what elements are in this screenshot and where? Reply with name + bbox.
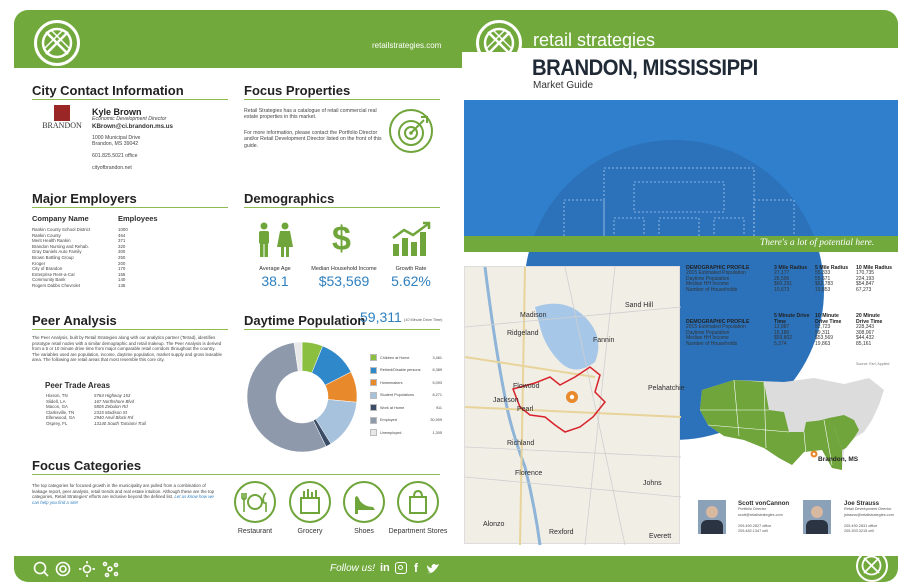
employers-table: [32, 227, 212, 289]
daytime-value: 59,311: [360, 309, 402, 325]
us-map-label: Brandon, MS: [818, 456, 859, 463]
contact-title: Economic Development Director: [92, 116, 167, 122]
target-icon: [388, 108, 434, 154]
daytime-legend: [370, 354, 442, 442]
legend-swatch: [370, 429, 377, 436]
daytime-note: (10 Minute Drive Time): [404, 318, 443, 322]
legend-swatch: [370, 392, 377, 399]
trade-areas-heading: Peer Trade Areas: [45, 381, 111, 390]
contact-web[interactable]: cityofbrandon.net: [92, 165, 132, 171]
list-item: Hixson, TN 5764 Highway 153: [46, 393, 131, 398]
legend-value: 5,093: [432, 380, 442, 385]
linkedin-icon[interactable]: in: [380, 562, 390, 574]
table-row: Daytime Population 26,596 55,671 224,193: [686, 275, 875, 282]
focus-categories-text: The top categories for focused growth in the municipality are pulled from a combination of leakage report, peer analysis, retail trends and real estate intuition. Although these are the top categories, Retail Strategies' efforts are inclusive beyond the defined list. Let us know how we can help you find a site!: [32, 483, 215, 505]
logo-right-icon: [476, 20, 522, 66]
footer-logo-icon: [856, 550, 888, 582]
market-guide-subtitle: Market Guide: [533, 80, 594, 91]
table-row: Rankin County School District 1000: [32, 227, 128, 232]
table-row: Rogers Dabbs Chevrolet 135: [32, 282, 126, 288]
table-row: Gray Daniels Auto Family 300: [32, 249, 126, 255]
table-row: 2015 Estimated Population 12,887 52,723 228,343: [686, 324, 875, 330]
legend-item: [370, 392, 442, 405]
twitter-icon[interactable]: [426, 562, 440, 574]
peer-text: The Peer Analysis, built by Retail Strategies along with our analytics partner (Tetrad), identifies prototype retail nodes with a similar demographic and retail makeup. The Peer Analysis is derived from a 5 or 10 minute drive time from major comparable retail corridors throughout the country. The variables used are population, income, daytime population, market supply and gross leasable area. The following are retail areas that most resemble this core city.: [32, 335, 222, 363]
city-title: BRANDON, MISSISSIPPI: [532, 55, 758, 80]
contact-email[interactable]: KBrown@ci.brandon.ms.us: [92, 123, 173, 130]
legend-value: 911: [435, 405, 442, 410]
person1-phone1: 205.490.2827 office: [738, 524, 772, 528]
category-grocery: Grocery: [297, 528, 323, 535]
divider: [32, 329, 228, 330]
legend-label: Children at Home: [380, 355, 410, 360]
table-row: City of Brandon 170: [32, 266, 126, 272]
map-label-pelahatchie: Pelahatchie: [648, 385, 685, 392]
person2-phone1: 205.490.2831 office: [844, 524, 878, 528]
follow-us-label: Follow us!: [330, 563, 376, 574]
employers-heading: Major Employers: [32, 191, 137, 206]
category-department-stores: Department Stores: [388, 528, 448, 535]
bottom-banner: [14, 556, 898, 582]
map-label-johns: Johns: [643, 480, 662, 487]
footer-icons: [32, 560, 132, 578]
divider: [244, 329, 440, 330]
legend-item: [370, 429, 442, 442]
legend-label: Unemployed: [380, 430, 402, 435]
table-row: Daytime Population 16,180 59,311 308,067: [686, 329, 875, 336]
growth-label: Growth Rate: [395, 266, 427, 272]
contact-heading: City Contact Information: [32, 83, 184, 98]
restaurant-icon: [234, 481, 276, 523]
map-label-everett: Everett: [649, 533, 672, 540]
demographic-profile-drivetime: DEMOGRAPHIC PROFILE 5 Minute Drive Time 10 Minute Drive Time 20 Minute Drive Time 2015 Estimated Population 12,887 52,723 228,343 Daytime Population 16,180 59,311 308,067 Median HH Income $59,802 $53,569 $44,432 Number of Households 5,374 19,863 85,161: [684, 313, 896, 347]
focus-properties-text2: For more information, please contact the Portfolio Director and/or Retail Development Director listed on the front of this guide.: [244, 130, 382, 149]
map-label-richland: Richland: [507, 440, 535, 447]
logo-left-icon: [34, 20, 80, 66]
avatar: [698, 500, 726, 534]
hero-tagline: There's a lot of potential here.: [760, 238, 875, 248]
trade-areas-list: [46, 393, 216, 427]
legend-item: [370, 417, 442, 430]
brandon-logo: BRANDON: [36, 105, 88, 137]
list-item: Slidell, LA 167 Northshore Blvd: [46, 398, 135, 404]
list-item: Ellenwood, GA 2940 Anvil Block Rd: [46, 415, 134, 421]
dollar-icon: $: [332, 220, 351, 258]
map-label-alonzo: Alonzo: [483, 521, 505, 528]
legend-value: 6,389: [432, 368, 442, 372]
map-label-rexford: Rexford: [549, 529, 574, 536]
legend-swatch: [370, 417, 377, 424]
map-label-jackson: Jackson: [493, 397, 519, 404]
contact-name: Kyle Brown: [92, 107, 142, 117]
table-row: Kroger 200: [32, 260, 126, 266]
person2-name: Joe Strauss: [844, 500, 880, 507]
shoe-icon: [343, 481, 385, 523]
demographic-profile-radius: DEMOGRAPHIC PROFILE 3 Mile Radius 5 Mile Radius 10 Mile Radius 2015 Estimated Population 27,177 55,333 170,735 Daytime Population 26,596 55,671 224,193 Median HH Income $60,291 $62,783 $54,847 Number of Households 10,673 19,853 67,273: [684, 265, 896, 293]
focus-categories-heading: Focus Categories: [32, 458, 142, 473]
income-label: Median Household Income: [311, 266, 377, 272]
map-label-madison: Madison: [520, 312, 547, 319]
hero-image: [464, 100, 898, 252]
shopping-bag-icon: [397, 481, 439, 523]
divider: [244, 207, 440, 208]
people-icon: [254, 222, 296, 258]
table-row: Number of Households 5,374 19,863 85,161: [686, 340, 872, 347]
contact-phone: 601.825.5021 office: [92, 153, 138, 159]
legend-swatch: [370, 367, 377, 374]
table-row: Rankin County 464: [32, 232, 126, 238]
legend-swatch: [370, 404, 377, 411]
focus-categories-link[interactable]: Let us know how we can help you find a site!: [32, 494, 214, 505]
avg-age-value: 38.1: [261, 273, 289, 289]
website-link[interactable]: retailstrategies.com: [372, 41, 442, 50]
avatar: [803, 500, 831, 534]
person2-email[interactable]: jstrauss@retailstrategies.com: [844, 513, 894, 517]
legend-swatch: [370, 379, 377, 386]
map-label-florence: Florence: [515, 470, 543, 477]
legend-label: Student Populations: [380, 393, 414, 397]
brand-name: retail strategies: [533, 30, 656, 50]
legend-item: [370, 404, 442, 417]
growth-value: 5.62%: [391, 273, 431, 289]
table-row: Community Bank 140: [32, 277, 126, 283]
contact-address1: 1000 Municipal Drive: [92, 135, 141, 141]
list-item: Macon, GA 5805 Zebulon Rd: [46, 404, 128, 410]
us-map: [694, 370, 898, 482]
demographics-heading: Demographics: [244, 191, 335, 206]
facebook-icon[interactable]: f: [414, 561, 418, 575]
map-label-sand-hill: Sand Hill: [625, 302, 654, 309]
table-row: Brown Bottling Group 250: [32, 254, 126, 260]
focus-properties-text1: Retail Strategies has a catalogue of retail commercial real estate properties in this market.: [244, 108, 377, 121]
table-row: Enterprise Rent-a-Car 155: [32, 271, 126, 277]
table-row: Median HH Income $60,291 $62,783 $54,847: [686, 281, 875, 288]
legend-value: 8,271: [432, 393, 442, 397]
employers-col-company: Company Name: [32, 214, 89, 223]
demographic-source: Source: Esri, Applied: [856, 362, 890, 366]
income-value: $53,569: [318, 273, 370, 289]
list-item: Osprey, FL 13140 South Tamiami Trail: [46, 420, 146, 426]
list-item: Clarksville, TN 2315 Madison St: [46, 409, 127, 415]
map-label-pearl: Pearl: [517, 406, 534, 413]
legend-value: 3,461: [432, 355, 442, 360]
divider: [32, 207, 228, 208]
person1-phone2: 205.482.1347 cell: [738, 529, 768, 533]
legend-label: Retired/Disable persons: [380, 368, 421, 372]
legend-label: Employed: [380, 418, 397, 422]
table-row: Median HH Income $59,802 $53,569 $44,432: [686, 335, 875, 342]
contact-address2: Brandon, MS 39042: [92, 141, 139, 147]
employers-col-employees: Employees: [118, 214, 158, 223]
person2-title: Retail Development Director: [844, 507, 892, 511]
legend-item: [370, 379, 442, 392]
daytime-donut-chart: [244, 340, 364, 454]
grocery-icon: [289, 481, 331, 523]
avg-age-label: Average Age: [259, 266, 291, 272]
legend-label: Homemakers: [380, 380, 403, 385]
area-map[interactable]: [464, 266, 685, 544]
table-row: Number of Households 10,673 19,853 67,273: [686, 286, 872, 293]
legend-label: Work at Home: [380, 405, 405, 410]
legend-value: 30,909: [430, 418, 442, 422]
divider: [244, 99, 440, 100]
focus-properties-heading: Focus Properties: [244, 83, 351, 98]
legend-value: 1,305: [432, 430, 442, 435]
peer-heading: Peer Analysis: [32, 313, 117, 328]
map-label-flowood: Flowood: [513, 383, 540, 390]
legend-item: [370, 354, 442, 367]
table-row: Merit Health Rankin 371: [32, 238, 126, 244]
person2-phone2: 205.393.3215 cell: [844, 529, 874, 533]
person1-name: Scott vonCannon: [738, 500, 790, 507]
table-row: Brandon Nursing and Rehab. 320: [32, 243, 126, 249]
instagram-icon[interactable]: [395, 562, 407, 574]
category-shoes: Shoes: [354, 528, 374, 535]
divider: [32, 474, 440, 475]
legend-swatch: [370, 354, 377, 361]
daytime-heading: Daytime Population: [244, 313, 366, 328]
map-label-ridgeland: Ridgeland: [507, 330, 539, 337]
table-row: 2015 Estimated Population 27,177 55,333 170,735: [686, 270, 875, 276]
category-restaurant: Restaurant: [237, 528, 273, 535]
person1-email[interactable]: scott@retailstrategies.com: [738, 513, 783, 517]
legend-item: [370, 367, 442, 380]
divider: [32, 99, 228, 100]
person1-title: Portfolio Director: [738, 507, 767, 511]
growth-chart-icon: [390, 222, 432, 258]
map-label-fannin: Fannin: [593, 337, 615, 344]
